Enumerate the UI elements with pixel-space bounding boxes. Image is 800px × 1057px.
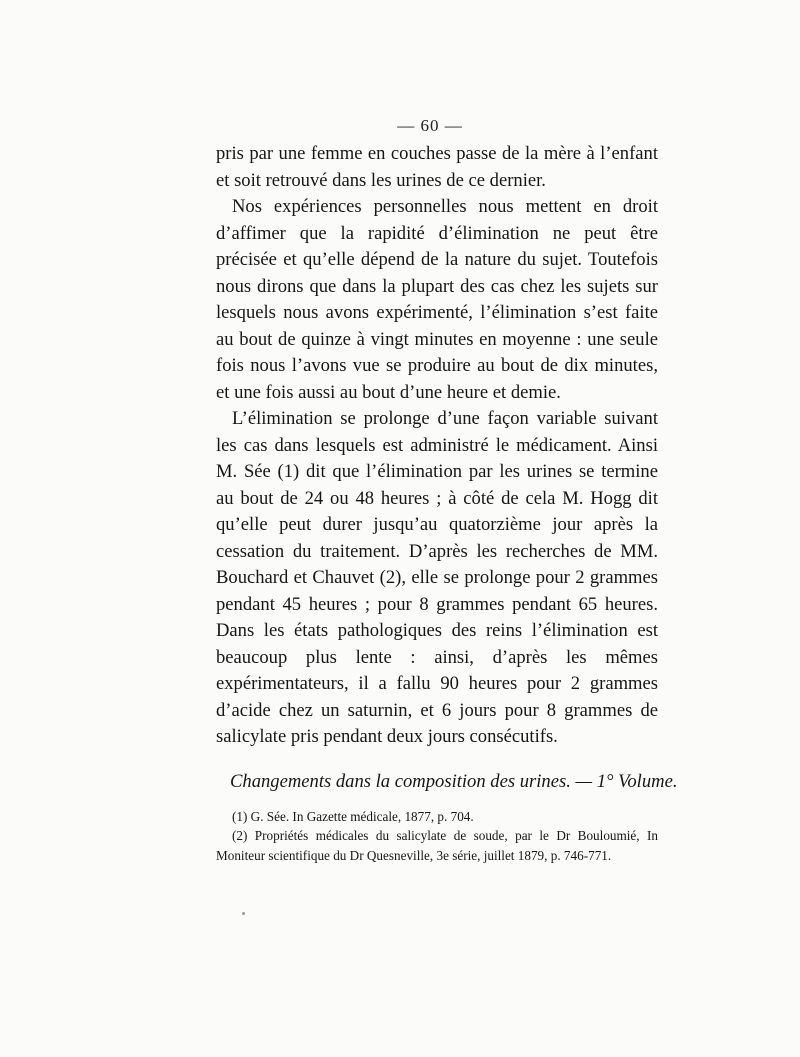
footnotes: [216, 807, 658, 866]
page-number: — 60 —: [397, 116, 463, 135]
paragraph-experiences: Nos expériences personnelles nous mettent en droit d’affimer que la rapidité d’élimination ne peut être précisée et qu’elle dépend de la nature du sujet. Toutefois nous dirons que dans la plupart des cas chez les sujets sur lesquels nous avons expérimenté, l’élimination s’est faite au bout de quinze à vingt minutes en moyenne : une seule fois nous l’avons vue se produire au bout de dix minutes, et une fois aussi au bout d’une heure et demie.: [216, 196, 658, 403]
footnote-2: (2) Propriétés médicales du salicylate de soude, par le Dr Bouloumié, In Moniteur scientifique du Dr Quesneville, 3e série, juillet 1879, p. 746-771.: [216, 828, 658, 863]
section-subheading: Changements dans la composition des urines. — 1° Volume.: [230, 770, 678, 792]
text-block: [216, 141, 678, 865]
paper-speck: [242, 912, 245, 915]
footnote-1: (1) G. Sée. In Gazette médicale, 1877, p. 704.: [232, 808, 474, 824]
paragraph-elimination: L’élimination se prolonge d’une façon variable suivant les cas dans lesquels est administré le médicament. Ainsi M. Sée (1) dit que l’élimination par les urines se termine au bout de 24 ou 48 heures ; à côté de cela M. Hogg dit qu’elle peut durer jusqu’au quatorzième jour après la cessation du traitement. D’après les recherches de MM. Bouchard et Chauvet (2), elle se prolonge pour 2 grammes pendant 45 heures ; pour 8 grammes pendant 65 heures. Dans les états pathologiques des reins l’élimination est beaucoup plus lente : ainsi, d’après les mêmes expérimentateurs, il a fallu 90 heures pour 2 grammes d’acide chez un saturnin, et 6 jours pour 8 grammes de salicylate pris pendant deux jours consécutifs.: [216, 408, 658, 747]
paragraph-continuation: pris par une femme en couches passe de la mère à l’enfant et soit retrouvé dans les urines de ce dernier.: [216, 143, 658, 191]
